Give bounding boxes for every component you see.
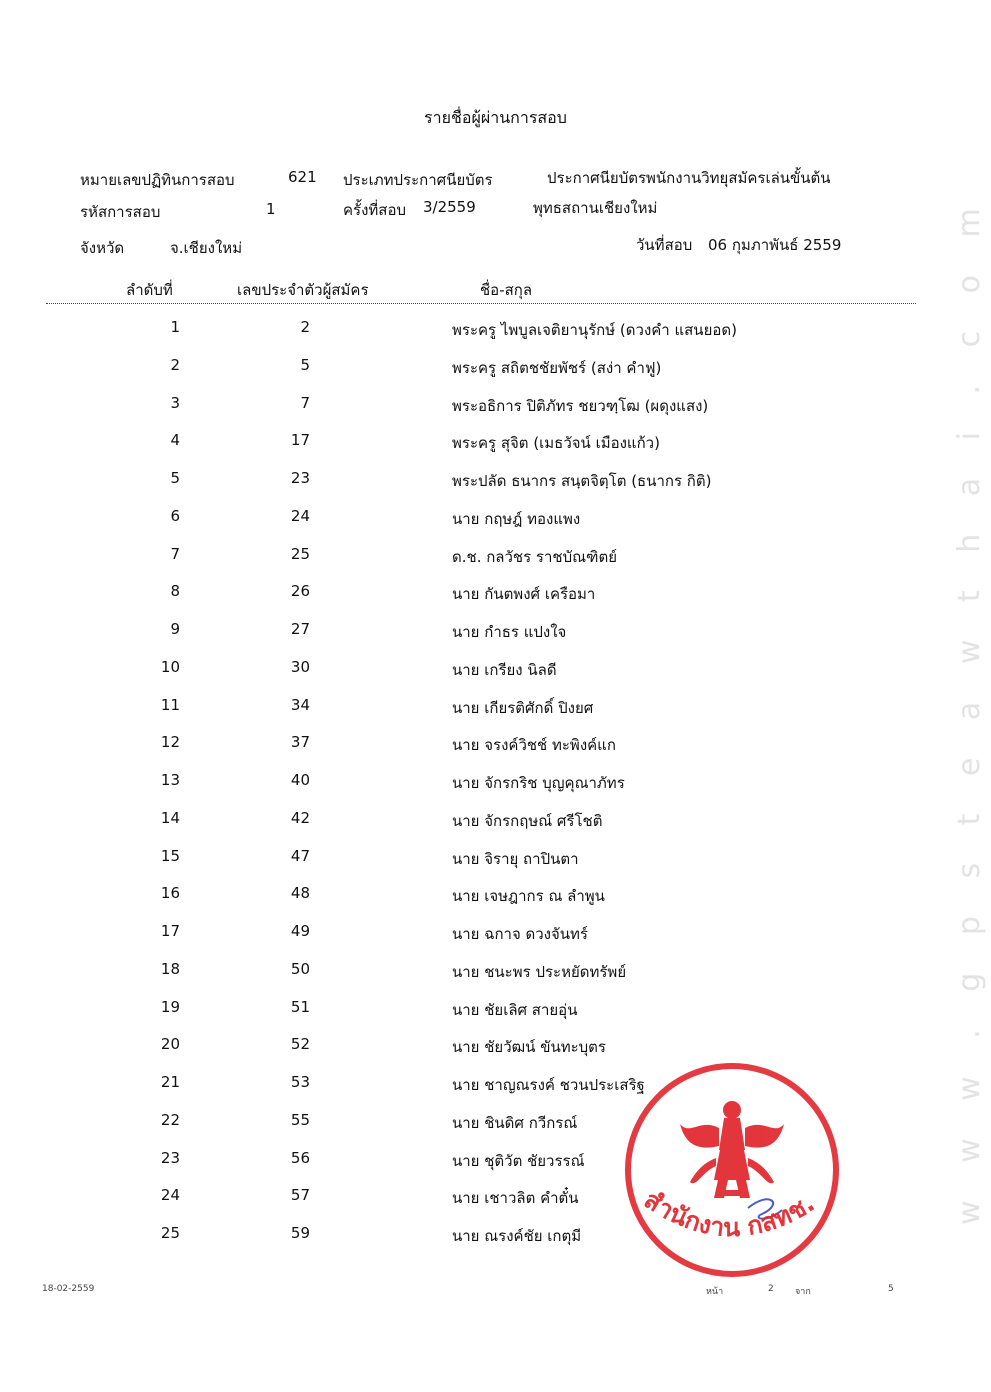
table-row	[0, 469, 991, 493]
row-number: 12	[160, 733, 180, 752]
applicant-id: 30	[290, 657, 310, 676]
applicant-id: 7	[300, 393, 310, 412]
row-number: 25	[160, 1224, 180, 1242]
row-number: 24	[160, 1186, 180, 1205]
exam-date-label: วันที่สอบ	[636, 236, 693, 254]
calendar-label: หมายเลขปฏิทินการสอบ	[80, 171, 235, 189]
applicant-name: นาย กันตพงศ์ เครือมา	[452, 585, 596, 604]
round-value: 3/2559	[423, 198, 476, 216]
applicant-name: นาย เจษฎากร ณ ลำพูน	[452, 887, 605, 906]
applicant-id: 34	[290, 695, 310, 714]
row-number: 20	[160, 1035, 180, 1054]
table-row	[0, 771, 991, 795]
applicant-id: 47	[290, 846, 310, 865]
applicant-name: นาย ชุติวัต ชัยวรรณ์	[452, 1151, 585, 1170]
applicant-name: พระครู สุจิต (เมธวัจน์ เมืองแก้ว)	[452, 434, 660, 453]
print-date: 18-02-2559	[42, 1284, 95, 1294]
venue: พุทธสถานเชียงใหม่	[533, 199, 658, 217]
row-number: 22	[160, 1110, 180, 1129]
applicant-id: 2	[300, 318, 310, 336]
applicant-name: นาย เกียรติศักดิ์ ปิงยศ	[452, 698, 594, 717]
row-number: 23	[160, 1148, 180, 1167]
calendar-value: 621	[288, 168, 317, 186]
of-label: จาก	[795, 1287, 811, 1297]
table-row	[0, 620, 991, 644]
applicant-id: 17	[290, 431, 310, 450]
applicant-name: นาย กฤษฎ์ ทองแพง	[452, 509, 581, 528]
applicant-id: 59	[290, 1224, 310, 1242]
row-number: 19	[160, 997, 180, 1016]
row-number: 11	[160, 695, 180, 714]
applicant-id: 5	[300, 355, 310, 374]
column-header-name: ชื่อ-สกุล	[480, 281, 533, 299]
row-number: 18	[160, 959, 180, 978]
page-label: หน้า	[706, 1287, 724, 1297]
row-number: 14	[160, 808, 180, 827]
row-number: 8	[170, 582, 180, 601]
applicant-id: 51	[290, 997, 310, 1016]
applicant-id: 53	[290, 1073, 310, 1091]
table-row	[0, 884, 991, 908]
applicant-name: นาย ชาญณรงค์ ชวนประเสริฐ	[452, 1076, 645, 1094]
applicant-id: 26	[290, 582, 310, 601]
row-number: 3	[170, 393, 180, 412]
applicant-id: 37	[290, 733, 310, 752]
row-number: 10	[160, 657, 180, 676]
table-row	[0, 847, 991, 871]
applicant-name: นาย จิรายุ ถาปินตา	[452, 849, 579, 868]
applicant-name: นาย จักรกฤษณ์ ศรีโชติ	[452, 811, 603, 830]
applicant-name: นาย ณรงค์ชัย เกตุมี	[452, 1227, 582, 1245]
applicant-name: นาย ชินดิศ กวีกรณ์	[452, 1113, 578, 1132]
exam-date-value: 06 กุมภาพันธ์ 2559	[708, 236, 842, 254]
applicant-id: 23	[290, 469, 310, 487]
applicant-id: 40	[290, 771, 310, 789]
table-row	[0, 507, 991, 531]
table-row	[0, 431, 991, 455]
row-number: 15	[160, 846, 180, 865]
applicant-name: นาย จรงค์วิชช์ ทะพิงค์แก	[452, 736, 616, 755]
page-title: รายชื่อผู้ผ่านการสอบ	[424, 108, 567, 127]
applicant-name: พระครู ไพบูลเจติยานุรักษ์ (ดวงคำ แสนยอด)	[452, 321, 737, 339]
code-value: 1	[266, 200, 276, 218]
row-number: 4	[170, 431, 180, 450]
table-row	[0, 545, 991, 569]
row-number: 9	[170, 620, 180, 638]
applicant-id: 52	[290, 1035, 310, 1054]
row-number: 7	[170, 544, 180, 563]
applicant-id: 48	[290, 884, 310, 903]
table-row	[0, 318, 991, 342]
applicant-name: ด.ช. กลวัชร ราชบัณฑิตย์	[452, 547, 618, 566]
cert-type-label: ประเภทประกาศนียบัตร	[343, 171, 493, 189]
table-row	[0, 1035, 991, 1059]
table-row	[0, 733, 991, 757]
row-number: 1	[170, 318, 180, 336]
row-number: 2	[170, 355, 180, 374]
applicant-name: นาย จักรกริช บุญคุณาภัทร	[452, 774, 625, 792]
table-row	[0, 658, 991, 682]
applicant-id: 42	[290, 808, 310, 827]
applicant-name: นาย ชนะพร ประหยัดทรัพย์	[452, 962, 627, 981]
applicant-id: 27	[290, 620, 310, 638]
table-row	[0, 809, 991, 833]
row-number: 5	[170, 469, 180, 487]
row-number: 17	[160, 922, 180, 940]
table-row	[0, 394, 991, 418]
cert-type-value: ประกาศนียบัตรพนักงานวิทยุสมัครเล่นขั้นต้น	[547, 169, 831, 187]
row-number: 13	[160, 771, 180, 789]
applicant-name: พระครู สถิตชชัยพัชร์ (สง่า คำฟู)	[452, 358, 662, 377]
applicant-id: 49	[290, 922, 310, 940]
province-value: จ.เชียงใหม่	[170, 239, 243, 257]
seal-text: สำนักงาน กสทช.	[639, 1184, 820, 1243]
table-row	[0, 582, 991, 606]
round-label: ครั้งที่สอบ	[343, 201, 406, 219]
watermark-text: w w w . g p s t e a w t h a i . c o m	[952, 194, 987, 1226]
applicant-id: 56	[290, 1148, 310, 1167]
applicant-id: 57	[290, 1186, 310, 1205]
code-label: รหัสการสอบ	[80, 203, 161, 221]
row-number: 21	[160, 1073, 180, 1091]
row-number: 16	[160, 884, 180, 903]
applicant-id: 50	[290, 959, 310, 978]
applicant-name: นาย ชัยเลิศ สายอุ่น	[452, 1000, 578, 1019]
applicant-name: นาย เชาวลิต คำตั๋น	[452, 1189, 579, 1208]
column-header-no: ลำดับที่	[126, 281, 173, 299]
row-number: 6	[170, 506, 180, 525]
table-row	[0, 998, 991, 1022]
header-divider	[46, 303, 916, 304]
table-row	[0, 696, 991, 720]
applicant-id: 24	[290, 506, 310, 525]
applicant-name: พระอธิการ ปิติภัทร ชยวฑฺโฒ (ผดุงแสง)	[452, 396, 709, 415]
applicant-id: 25	[290, 544, 310, 563]
province-label: จังหวัด	[80, 239, 125, 257]
page-total: 5	[888, 1284, 894, 1294]
applicant-name: นาย ฉกาจ ดวงจันทร์	[452, 925, 588, 943]
table-row	[0, 356, 991, 380]
table-row	[0, 922, 991, 946]
page-number: 2	[768, 1284, 774, 1294]
office-seal-stamp	[620, 1058, 845, 1283]
applicant-id: 55	[290, 1110, 310, 1129]
applicant-name: พระปลัด ธนากร สนฺตจิตฺโต (ธนากร กิติ)	[452, 472, 712, 490]
applicant-name: นาย กำธร แปงใจ	[452, 623, 567, 641]
applicant-name: นาย เกรียง นิลดี	[452, 660, 557, 679]
applicant-name: นาย ชัยวัฒน์ ขันทะบุตร	[452, 1038, 606, 1057]
column-header-applicant-id: เลขประจำตัวผู้สมัคร	[237, 281, 369, 299]
table-row	[0, 960, 991, 984]
